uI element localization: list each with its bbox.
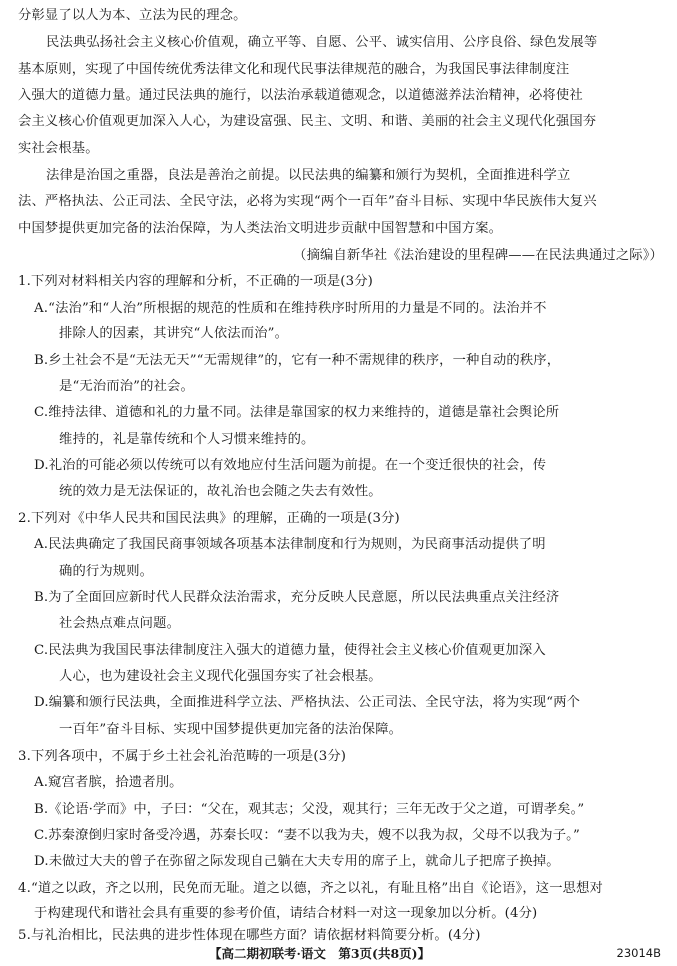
- option-a-cont: 确的行为规则。: [59, 564, 154, 579]
- passage-line: 分彰显了以人为本、立法为民的理念。: [18, 8, 247, 23]
- passage-line: 民法典弘扬社会主义核心价值观，确立平等、自愿、公平、诚实信用、公序良俗、绿色发展等: [46, 35, 598, 50]
- option-b: B.为了全面回应新时代人民群众法治需求，充分反映人民意愿，所以民法典重点关注经济: [34, 590, 560, 605]
- option-c: C.民法典为我国民事法律制度注入强大的道德力量，使得社会主义核心价值观更加深入: [34, 643, 546, 658]
- option-b-cont: 社会热点难点问题。: [59, 616, 181, 631]
- footer-code: 23014B: [616, 946, 661, 960]
- passage-line: 法律是治国之重器，良法是善治之前提。以民法典的编纂和颁行为契机，全面推进科学立: [46, 168, 571, 183]
- passage-line: 实社会根基。: [18, 141, 99, 156]
- option-b-cont: 是“无治而治”的社会。: [59, 379, 194, 394]
- question-stem: 3.下列各项中，不属于乡土社会礼治范畴的一项是(3分): [18, 749, 347, 764]
- question-5: 5.与礼治相比，民法典的进步性体现在哪些方面？请依据材料简要分析。(4分): [18, 926, 481, 946]
- option-b: B.《论语·学而》中，子曰：“父在，观其志；父没，观其行；三年无改于父之道，可谓孝矣。”: [34, 802, 585, 817]
- option-a-cont: 排除人的因素，其讲究“人依法而治”。: [59, 326, 289, 341]
- passage-line: 入强大的道德力量。通过民法典的施行，以法治承载道德观念，以道德滋养法治精神，必将使社: [18, 88, 583, 103]
- passage-line: 法、严格执法、公正司法、全民守法，必将为实现“两个一百年”奋斗目标、实现中华民族伟大复兴: [18, 194, 597, 209]
- passage-source: （摘编自新华社《法治建设的里程碑——在民法典通过之际》）: [293, 248, 663, 263]
- question-stem: 4.“道之以政，齐之以刑，民免而无耻。道之以德，齐之以礼，有耻且格”出自《论语》，这一思想对: [18, 881, 603, 896]
- question-stem: 1.下列对材料相关内容的理解和分析，不正确的一项是(3分): [18, 274, 373, 289]
- passage-line: 会主义核心价值观更加深入人心，为建设富强、民主、文明、和谐、美丽的社会主义现代化强国夯: [18, 114, 597, 129]
- passage-line: 基本原则，实现了中国传统优秀法律文化和现代民事法律规范的融合，为我国民事法律制度注: [18, 62, 570, 77]
- question-stem-cont: 于构建现代和谐社会具有重要的参考价值，请结合材料一对这一现象加以分析。(4分): [34, 906, 538, 921]
- option-c: C.苏秦潦倒归家时备受冷遇，苏秦长叹：“妻不以我为夫，嫂不以我为叔，父母不以我为子。”: [34, 828, 580, 843]
- option-d: D.礼治的可能必须以传统可以有效地应付生活问题为前提。在一个变迁很快的社会，传: [34, 458, 547, 473]
- option-d: D.未做过大夫的曾子在弥留之际发现自己躺在大夫专用的席子上，就命儿子把席子换掉。: [34, 854, 560, 869]
- option-a: A.“法治”和“人治”所根据的规范的性质和在维持秩序时所用的力量是不同的。法治并不: [34, 301, 547, 316]
- footer-title: 【高二期初联考·语文 第3页(共8页)】: [209, 946, 431, 961]
- question-stem: 2.下列对《中华人民共和国民法典》的理解，正确的一项是(3分): [18, 511, 400, 526]
- option-c: C.维持法律、道德和礼的力量不同。法律是靠国家的权力来维持的，道德是靠社会舆论所: [34, 405, 560, 420]
- option-b: B.乡土社会不是“无法无天”“无需规律”的，它有一种不需规律的秩序，一种自动的秩序，: [34, 353, 561, 368]
- option-d: D.编纂和颁行民法典，全面推进科学立法、严格执法、公正司法、全民守法，将为实现“两个: [34, 695, 581, 710]
- option-c-cont: 人心，也为建设社会主义现代化强国夯实了社会根基。: [59, 669, 382, 684]
- passage-line: 中国梦提供更加完备的法治保障，为人类法治文明进步贡献中国智慧和中国方案。: [18, 221, 503, 236]
- option-a: A.民法典确定了我国民商事领域各项基本法律制度和行为规则，为民商事活动提供了明: [34, 537, 546, 552]
- option-d-cont: 统的效力是无法保证的，故礼治也会随之失去有效性。: [59, 484, 382, 499]
- option-c-cont: 维持的，礼是靠传统和个人习惯来维持的。: [59, 432, 315, 447]
- option-d-cont: 一百年”奋斗目标、实现中国梦提供更加完备的法治保障。: [59, 722, 403, 737]
- option-a: A.窥宫者膑，拾遗者刖。: [34, 775, 183, 790]
